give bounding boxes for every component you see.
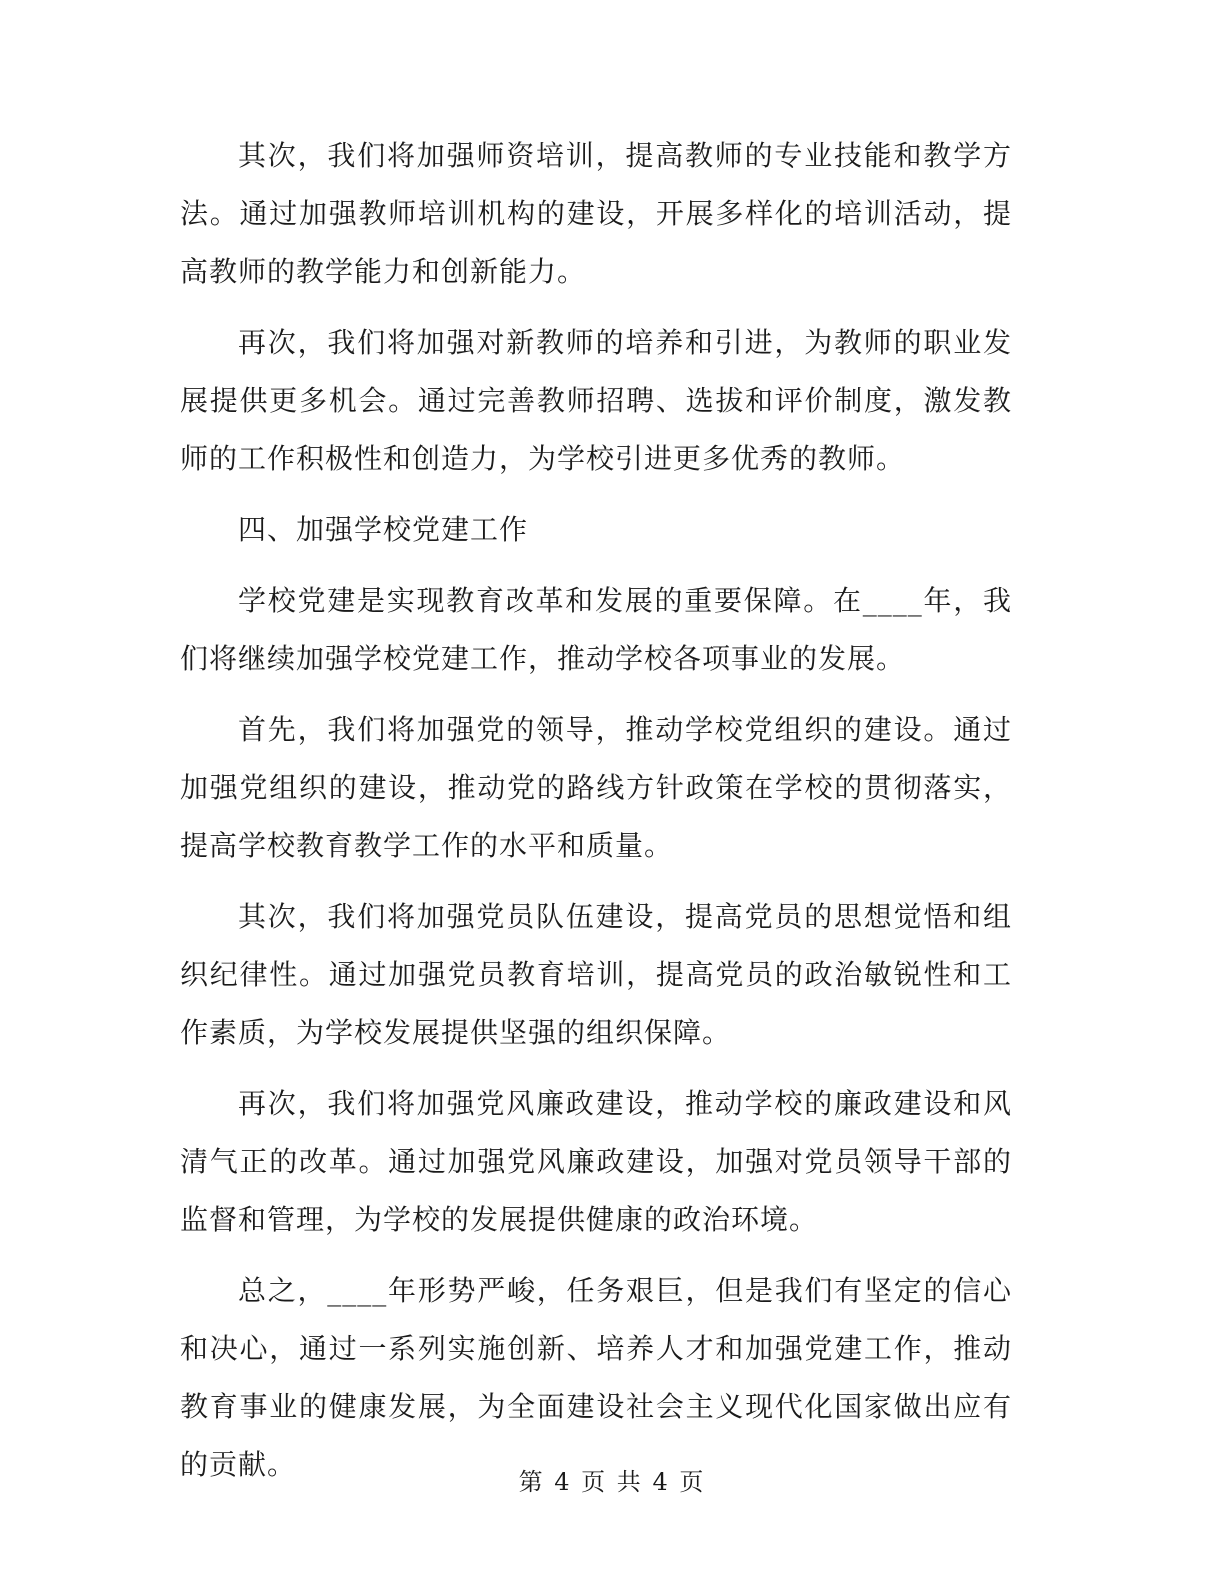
document-body — [180, 127, 1012, 1507]
page-number-footer: 第 4 页 共 4 页 — [518, 1468, 706, 1496]
paragraph-party-building-intro: 学校党建是实现教育改革和发展的重要保障。在____年，我们将继续加强学校党建工作，推动学校各项事业的发展。 — [180, 584, 1012, 675]
section-heading-party-building: 四、加强学校党建工作 — [238, 513, 529, 546]
paragraph-anti-corruption: 再次，我们将加强党风廉政建设，推动学校的廉政建设和风清气正的改革。通过加强党风廉政建设，加强对党员领导干部的监督和管理，为学校的发展提供健康的政治环境。 — [180, 1087, 1012, 1236]
paragraph-party-members: 其次，我们将加强党员队伍建设，提高党员的思想觉悟和组织纪律性。通过加强党员教育培训，提高党员的政治敏锐性和工作素质，为学校发展提供坚强的组织保障。 — [180, 900, 1012, 1049]
paragraph-teacher-training: 其次，我们将加强师资培训，提高教师的专业技能和教学方法。通过加强教师培训机构的建设，开展多样化的培训活动，提高教师的教学能力和创新能力。 — [180, 139, 1012, 288]
paragraph-conclusion: 总之，____年形势严峻，任务艰巨，但是我们有坚定的信心和决心，通过一系列实施创新、培养人才和加强党建工作，推动教育事业的健康发展，为全面建设社会主义现代化国家做出应有的贡献。 — [180, 1274, 1012, 1481]
paragraph-new-teachers: 再次，我们将加强对新教师的培养和引进，为教师的职业发展提供更多机会。通过完善教师招聘、选拔和评价制度，激发教师的工作积极性和创造力，为学校引进更多优秀的教师。 — [180, 326, 1012, 475]
paragraph-party-leadership: 首先，我们将加强党的领导，推动学校党组织的建设。通过加强党组织的建设，推动党的路线方针政策在学校的贯彻落实，提高学校教育教学工作的水平和质量。 — [180, 713, 1012, 862]
